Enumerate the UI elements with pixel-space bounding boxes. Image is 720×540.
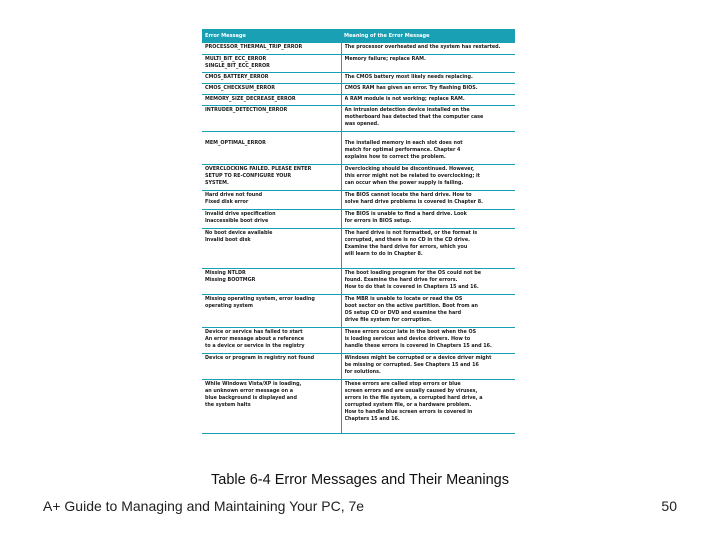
error-message-line: An error message about a reference <box>205 335 305 342</box>
meaning-line: The MBR is unable to locate or read the OS <box>344 295 463 302</box>
meaning-cell <box>341 54 515 72</box>
meaning-line: solve hard drive problems is covered in Chapter 8. <box>344 198 483 205</box>
error-message-cell <box>202 353 341 379</box>
page-number: 50 <box>661 498 677 514</box>
error-message-cell <box>202 209 341 228</box>
meaning-line: found. Examine the hard drive for errors. <box>344 276 458 283</box>
meaning-line: An intrusion detection device installed on the <box>344 106 470 113</box>
meaning-cell <box>341 94 515 105</box>
meaning-line: The BIOS is unable to find a hard drive. Look <box>344 210 467 217</box>
table-row <box>202 83 515 94</box>
meaning-line: be missing or corrupted. See Chapters 15 and 16 <box>344 361 479 368</box>
table-row <box>202 327 515 353</box>
error-messages-table <box>202 29 515 434</box>
table-row <box>202 105 515 131</box>
meaning-line: will learn to do in Chapter 8. <box>344 250 423 257</box>
meaning-line: How to handle blue screen errors is covered in <box>344 408 473 415</box>
error-message-cell <box>202 43 341 54</box>
error-message-line: Fixed disk error <box>205 198 249 205</box>
meaning-line: Overclocking should be discontinued. However, <box>344 165 475 172</box>
error-message-line: an unknown error message on a <box>205 387 294 394</box>
table-caption <box>0 472 720 488</box>
error-message-cell <box>202 190 341 209</box>
error-message-line: MEMORY_SIZE_DECREASE_ERROR <box>205 95 296 102</box>
error-message-line: SINGLE_BIT_ECC_ERROR <box>205 62 270 69</box>
book-title-footer: A+ Guide to Managing and Maintaining Your PC, 7e <box>43 498 365 514</box>
meaning-line: OS setup CD or DVD and examine the hard <box>344 309 462 316</box>
table-row <box>202 131 515 164</box>
error-message-line: While Windows Vista/XP is loading, <box>205 380 302 387</box>
error-message-cell <box>202 72 341 83</box>
error-message-line <box>205 133 338 140</box>
meaning-line: motherboard has detected that the computer case <box>344 113 484 120</box>
meaning-cell <box>341 43 515 54</box>
meaning-line: was opened. <box>344 120 379 127</box>
error-message-cell <box>202 327 341 353</box>
error-message-line: the system halts <box>205 401 251 408</box>
meaning-line: How to do that is covered in Chapters 15 and 16. <box>344 283 479 290</box>
caption-label: Table 6-4 <box>211 472 271 488</box>
meaning-line: boot sector on the active partition. Boot from an <box>344 302 478 309</box>
error-message-line: Invalid boot disk <box>205 236 251 243</box>
meaning-line: The processor overheated and the system has restarted. <box>344 44 501 50</box>
meaning-cell <box>341 72 515 83</box>
table-row <box>202 228 515 268</box>
meaning-line: screen errors and are usually caused by viruses, <box>344 387 478 394</box>
meaning-line: explains how to correct the problem. <box>344 153 446 160</box>
meaning-line: Memory failure; replace RAM. <box>344 55 426 62</box>
meaning-cell <box>341 164 515 190</box>
error-message-line: SYSTEM. <box>205 179 229 186</box>
error-message-line: to a device or service in the registry <box>205 342 305 349</box>
meaning-line: drive file system for corruption. <box>344 316 432 323</box>
meaning-line: These errors occur late in the boot when the OS <box>344 328 477 335</box>
error-message-line: OVERCLOCKING FAILED. PLEASE ENTER <box>205 165 312 172</box>
caption-text: Error Messages and Their Meanings <box>270 472 509 488</box>
error-message-line: CMOS_CHECKSUM_ERROR <box>205 84 275 91</box>
table-row <box>202 209 515 228</box>
meaning-cell <box>341 294 515 327</box>
error-message-line: Device or program in registry not found <box>205 354 315 361</box>
meaning-cell <box>341 379 515 433</box>
error-message-cell <box>202 294 341 327</box>
meaning-line: for errors in BIOS setup. <box>344 217 412 224</box>
header-meaning: Meaning of the Error Message <box>341 29 515 43</box>
header-error-message: Error Message <box>202 29 341 43</box>
meaning-cell <box>341 131 515 164</box>
meaning-line: The hard drive is not formatted, or the format is <box>344 229 478 236</box>
table-row <box>202 379 515 433</box>
error-message-line: Hard drive not found <box>205 191 263 198</box>
meaning-cell <box>341 209 515 228</box>
meaning-line: A RAM module is not working; replace RAM. <box>344 95 465 102</box>
error-message-cell <box>202 94 341 105</box>
error-message-line: Inaccessible boot drive <box>205 217 269 224</box>
meaning-line: CMOS RAM has given an error. Try flashing BIOS. <box>344 84 478 91</box>
table-row <box>202 294 515 327</box>
meaning-line: can occur when the power supply is failing. <box>344 179 464 186</box>
table-row <box>202 43 515 54</box>
error-message-line: SETUP TO RE-CONFIGURE YOUR <box>205 172 292 179</box>
error-message-line: MULTI_BIT_ECC_ERROR <box>205 55 267 62</box>
meaning-line: match for optimal performance. Chapter 4 <box>344 146 461 153</box>
meaning-line: Windows might be corrupted or a device driver might <box>344 354 492 361</box>
table-body <box>202 43 515 433</box>
meaning-line: Examine the hard drive for errors, which you <box>344 243 468 250</box>
meaning-cell <box>341 353 515 379</box>
error-message-line: Missing NTLDR <box>205 269 246 276</box>
error-message-cell <box>202 83 341 94</box>
error-message-line: Device or service has failed to start <box>205 328 303 335</box>
error-message-line: No boot device available <box>205 229 273 236</box>
meaning-line: Chapters 15 and 16. <box>344 415 400 422</box>
error-message-line: Invalid drive specification <box>205 210 276 217</box>
table-row <box>202 164 515 190</box>
table-row <box>202 353 515 379</box>
error-message-cell <box>202 105 341 131</box>
meaning-cell <box>341 190 515 209</box>
meaning-line: this error might not be related to overclocking; it <box>344 172 480 179</box>
meaning-line: errors in the file system, a corrupted hard drive, a <box>344 394 483 401</box>
meaning-cell <box>341 83 515 94</box>
meaning-line: The CMOS battery most likely needs replacing. <box>344 73 473 80</box>
meaning-cell <box>341 228 515 268</box>
table-row <box>202 268 515 294</box>
error-message-line: INTRUDER_DETECTION_ERROR <box>205 106 288 113</box>
meaning-line <box>345 133 513 140</box>
meaning-cell <box>341 268 515 294</box>
meaning-line: for solutions. <box>344 368 381 375</box>
error-message-line: Missing BOOTMGR <box>205 276 256 283</box>
table-row <box>202 54 515 72</box>
table-row <box>202 94 515 105</box>
error-message-line: Missing operating system, error loading <box>205 295 315 302</box>
meaning-line: The installed memory in each slot does not <box>344 139 463 146</box>
error-message-cell <box>202 268 341 294</box>
meaning-line: corrupted system file, or a hardware problem. <box>344 401 472 408</box>
meaning-line: These errors are called stop errors or blue <box>344 380 461 387</box>
meaning-line: is loading services and device drivers. How to <box>344 335 471 342</box>
table-row <box>202 72 515 83</box>
meaning-cell <box>341 105 515 131</box>
error-message-cell <box>202 164 341 190</box>
error-message-line: blue background is displayed and <box>205 394 297 401</box>
table-header-row <box>202 29 515 43</box>
error-message-cell <box>202 131 341 164</box>
table-row <box>202 190 515 209</box>
error-message-cell <box>202 379 341 433</box>
error-message-line: operating system <box>205 302 253 309</box>
error-message-line: MEM_OPTIMAL_ERROR <box>205 139 266 146</box>
meaning-line: handle these errors is covered in Chapters 15 and 16. <box>344 342 492 349</box>
error-message-cell <box>202 54 341 72</box>
error-message-line: CMOS_BATTERY_ERROR <box>205 73 269 80</box>
meaning-line: The boot loading program for the OS could not be <box>344 269 482 276</box>
error-message-cell <box>202 228 341 268</box>
error-messages-table-image <box>202 29 515 466</box>
error-message-line: PROCESSOR_THERMAL_TRIP_ERROR <box>205 44 303 50</box>
meaning-line: The BIOS cannot locate the hard drive. How to <box>344 191 472 198</box>
meaning-cell <box>341 327 515 353</box>
meaning-line: corrupted, and there is no CD in the CD drive. <box>344 236 470 243</box>
